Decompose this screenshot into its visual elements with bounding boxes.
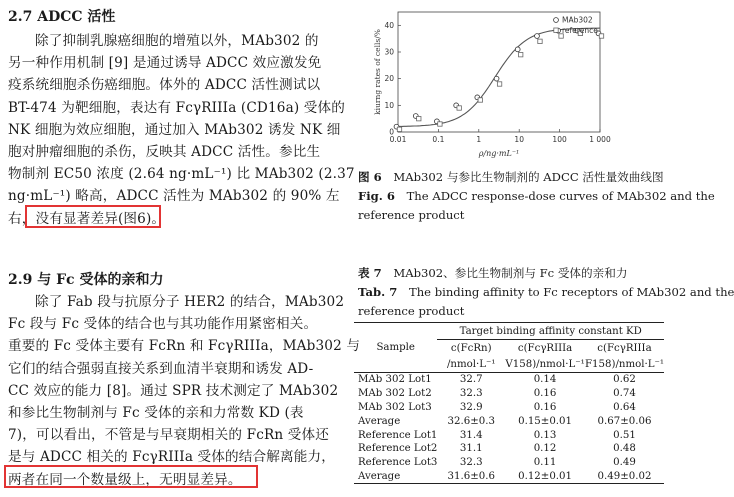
cell-fcrn: 31.6±0.6 — [447, 470, 495, 482]
x-tick-label: 1 000 — [589, 135, 611, 144]
s27-line-6: 胞对肿瘤细胞的杀伤，反映其 ADCC 活性。参比生 — [8, 143, 321, 160]
s27-highlighted-conclusion: 没有显著差异(图6)。 — [35, 210, 166, 227]
cell-fcrn: 32.6±0.3 — [447, 415, 495, 427]
legend-label-mab302: MAb302 — [562, 15, 593, 25]
highlight-box-2-9 — [4, 465, 258, 488]
cell-v158: 0.12±0.01 — [518, 470, 572, 482]
table-7-label-en: Tab. 7 — [358, 285, 398, 299]
data-point-reference — [538, 39, 542, 43]
table-7-caption — [358, 264, 734, 321]
s27-last-prefix: 右， — [8, 210, 36, 227]
s29-line-6: 和参比生物制剂与 Fc 受体的亲和力常数 KD (表 — [8, 404, 304, 421]
x-tick-label: 0.01 — [389, 135, 407, 144]
s29-line-8: 是与 ADCC 相关的 FcγRIIIa 受体的结合解离能力， — [8, 449, 335, 466]
cell-fcrn: 32.7 — [459, 374, 483, 386]
table-row — [354, 414, 664, 428]
table-row — [354, 442, 664, 456]
data-point-reference — [438, 122, 442, 126]
cell-v158: 0.13 — [533, 429, 557, 441]
data-point-reference — [497, 82, 501, 86]
cell-fcrn: 32.3 — [459, 457, 483, 469]
s29-highlighted-conclusion: 两者在同一个数量级上，无明显差异。 — [8, 471, 242, 488]
figure-6-title-en-1: The ADCC response-dose curves of MAb302 and the — [406, 189, 715, 203]
x-tick-label: 1 — [476, 135, 482, 144]
legend-marker-mab302 — [554, 18, 559, 23]
data-point-mab302 — [535, 34, 540, 39]
y-tick-label: 0 — [389, 127, 394, 137]
table-row — [354, 373, 664, 387]
cell-fcrn: 32.9 — [459, 401, 483, 413]
fit-curve — [398, 28, 600, 126]
data-point-mab302 — [515, 47, 520, 52]
cell-sample: Average — [358, 415, 401, 427]
figure-6-title-cn: MAb302 与参比生物制剂的 ADCC 活性量效曲线图 — [393, 170, 664, 184]
cell-f158: 0.67±0.06 — [597, 415, 652, 427]
col-subheader-fcrn: /nmol·L⁻¹ — [447, 358, 496, 370]
table-7 — [354, 322, 664, 484]
s29-line-7: 7)，可以看出，不管是与早衰期相关的 FcRn 受体还 — [8, 427, 329, 444]
x-tick-label: 0.1 — [432, 135, 445, 144]
x-tick-label: 10 — [514, 135, 524, 144]
cell-f158: 0.62 — [613, 374, 636, 386]
s27-line-5: NK 细胞为效应细胞，通过加入 MAb302 诱发 NK 细 — [8, 121, 341, 138]
cell-sample: Reference Lot3 — [358, 457, 438, 469]
x-tick-label: 100 — [552, 135, 567, 144]
col-subheader-v158: V158)/nmol·L⁻¹ — [505, 358, 585, 370]
cell-sample: MAb 302 Lot3 — [358, 401, 432, 413]
data-point-reference — [478, 98, 482, 102]
col-header-fcrn: c(FcRn) — [450, 342, 492, 354]
cell-f158: 0.74 — [613, 388, 636, 400]
data-point-reference — [599, 34, 603, 38]
figure-6-caption-en-2: reference product — [358, 208, 465, 222]
y-axis-label: kiurng rates of cells/% — [373, 29, 382, 115]
cell-v158: 0.16 — [533, 388, 557, 400]
table-row — [354, 428, 664, 442]
table-row — [354, 456, 664, 470]
cell-f158: 0.49±0.02 — [597, 470, 652, 482]
table-7-title-cn: MAb302、参比生物制剂与 Fc 受体的亲和力 — [393, 266, 628, 280]
highlight-box-2-7 — [25, 205, 161, 228]
section-2-9-body — [8, 291, 360, 491]
s27-line-4: BT-474 为靶细胞，表达有 FcγRIIIa (CD16a) 受体的 — [8, 99, 345, 116]
data-point-reference — [397, 127, 401, 131]
table-7-label-cn: 表 7 — [358, 266, 382, 280]
s27-line-3: 疫系统细胞杀伤癌细胞。体外的 ADCC 活性测试以 — [8, 77, 321, 94]
cell-sample: MAb 302 Lot2 — [358, 388, 432, 400]
legend-marker-reference — [554, 28, 558, 32]
cell-sample: MAb 302 Lot1 — [358, 374, 432, 386]
cell-fcrn: 31.4 — [459, 429, 483, 441]
table-row — [354, 387, 664, 401]
cell-v158: 0.12 — [533, 443, 557, 455]
y-tick-label: 20 — [384, 74, 394, 84]
data-point-reference — [417, 116, 421, 120]
cell-sample: Average — [358, 470, 401, 482]
table-row — [354, 401, 664, 415]
cell-sample: Reference Lot1 — [358, 429, 438, 441]
cell-v158: 0.11 — [533, 457, 557, 469]
data-point-mab302 — [494, 76, 499, 81]
section-2-7-heading: 2.7 ADCC 活性 — [8, 9, 116, 25]
s29-line-5: CC 效应的能力 [8]。通过 SPR 技术测定了 MAb302 — [8, 382, 339, 399]
cell-f158: 0.51 — [613, 429, 636, 441]
kd-group-header: Target binding affinity constant KD — [437, 323, 664, 340]
cell-f158: 0.49 — [613, 457, 636, 469]
s27-line-1: 除了抑制乳腺癌细胞的增殖以外，MAb302 的 — [35, 33, 319, 49]
y-tick-label: 40 — [384, 20, 394, 30]
col-header-f158: c(FcγRIIIa — [597, 342, 652, 354]
s27-line-8: ng·mL⁻¹) 略高，ADCC 活性为 MAb302 的 90% 左 — [8, 188, 340, 205]
figure-6-label-en: Fig. 6 — [358, 189, 395, 203]
s27-line-2: 另一种作用机制 [9] 是通过诱导 ADCC 效应激发免 — [8, 55, 322, 72]
figure-6-label-cn: 图 6 — [358, 170, 382, 184]
y-tick-label: 30 — [384, 47, 394, 57]
s27-line-7: 物制剂 EC50 浓度 (2.64 ng·mL⁻¹) 比 MAb302 (2.37 — [8, 166, 355, 183]
figure-6-caption-cn — [358, 168, 715, 187]
data-point-reference — [519, 52, 523, 56]
cell-f158: 0.48 — [613, 443, 636, 455]
section-2-7-body — [8, 30, 355, 230]
s29-line-3: 重要的 Fc 受体主要有 FcRn 和 FcγRIIIa，MAb302 与 — [8, 338, 361, 355]
section-2-9-heading: 2.9 与 Fc 受体的亲和力 — [8, 272, 164, 288]
cell-f158: 0.64 — [613, 401, 636, 413]
table-7-caption-en-2: reference product — [358, 304, 465, 318]
cell-v158: 0.14 — [533, 374, 557, 386]
table-7-caption-cn — [358, 264, 734, 283]
data-point-reference — [457, 106, 461, 110]
col-header-v158: c(FcγRIIIa — [517, 342, 573, 354]
col-subheader-f158: F158)/nmol·L⁻¹ — [584, 358, 664, 370]
cell-v158: 0.16 — [533, 401, 557, 413]
sample-header: Sample — [354, 323, 437, 373]
table-7-caption-en-1 — [358, 283, 734, 302]
y-tick-label: 10 — [384, 100, 394, 110]
table-7-title-en-1: The binding affinity to Fc receptors of MAb302 and the — [408, 285, 734, 299]
table-row — [354, 470, 664, 484]
cell-fcrn: 32.3 — [459, 388, 483, 400]
cell-fcrn: 31.1 — [459, 443, 483, 455]
s29-line-4: 它们的结合强弱直接关系到血清半衰期和诱发 AD- — [8, 360, 314, 377]
cell-v158: 0.15±0.01 — [518, 415, 572, 427]
x-axis-label: ρ/ng·mL⁻¹ — [478, 149, 520, 158]
legend-label-reference: reference — [562, 26, 598, 35]
s29-line-1: 除了 Fab 段与抗原分子 HER2 的结合，MAb302 — [35, 294, 345, 310]
cell-sample: Reference Lot2 — [358, 443, 438, 455]
figure-6-caption-en-1 — [358, 187, 715, 206]
s29-line-2: Fc 段与 Fc 受体的结合也与其功能作用紧密相关。 — [8, 316, 318, 333]
figure-6-caption — [358, 168, 715, 225]
adcc-dose-response-chart — [350, 2, 668, 164]
